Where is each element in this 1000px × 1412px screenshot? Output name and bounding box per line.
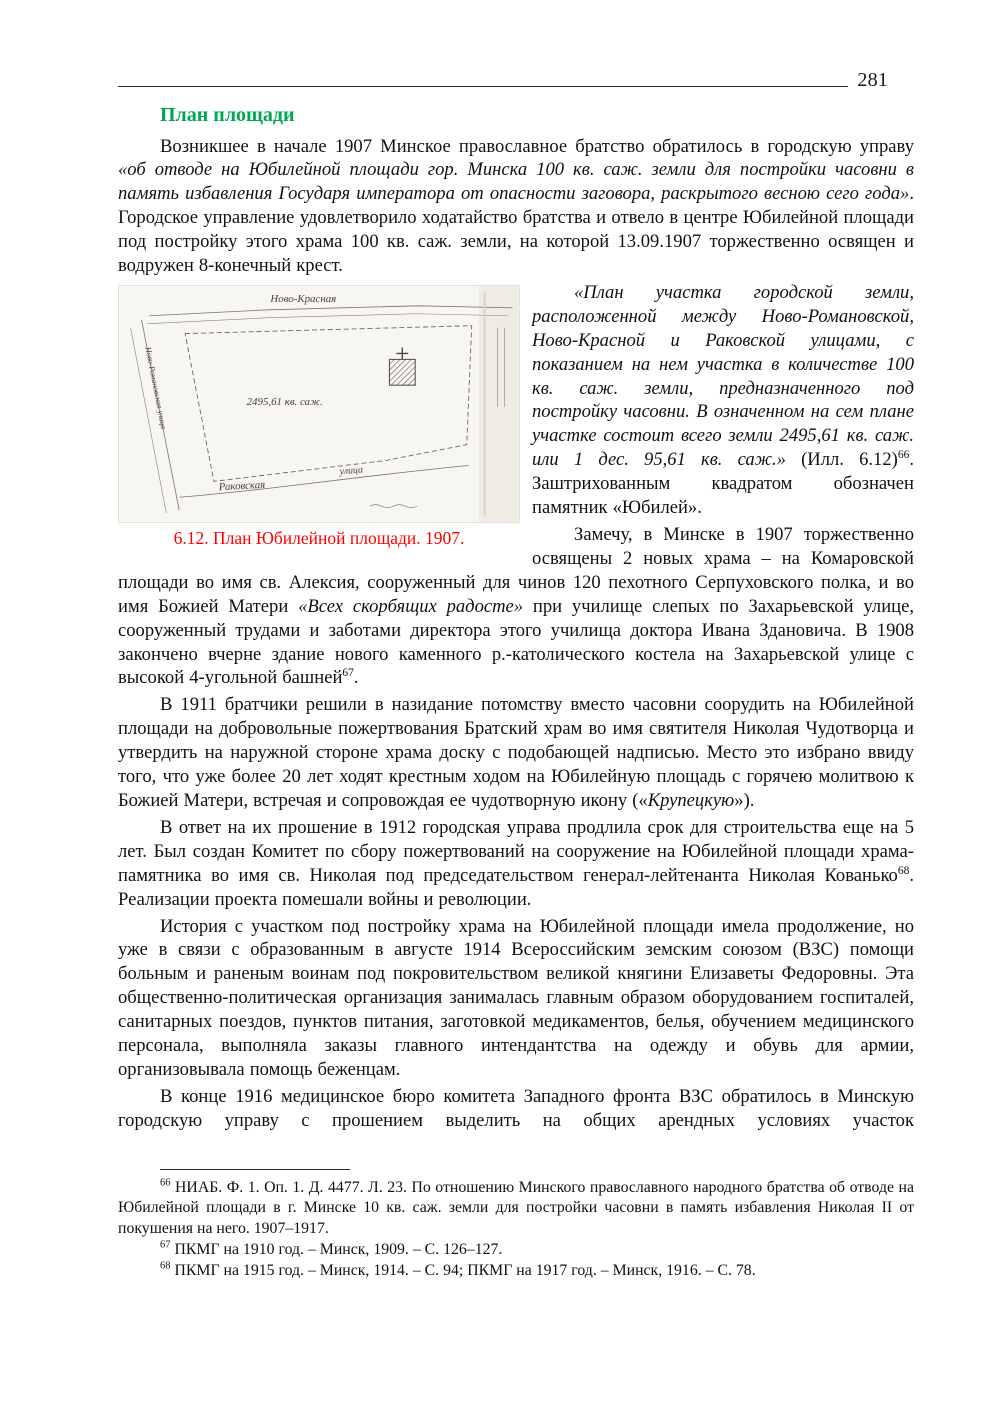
footnote-68-number: 68: [160, 1260, 171, 1272]
p3-text-2: при училище слепых по Захарьевской улице, сооруженный трудами и заботами директора этого училища доктора Ивана Здановича. В 1908 закончено вчерне здание нового каменного р.-католического костела на Захарьевской улице с высокой 4-угольной башней: [118, 595, 914, 689]
map-label-area: 2495,61 кв. саж.: [246, 395, 323, 408]
header-rule: [118, 86, 848, 87]
map-label-left-street: Ново-Романовская улица: [143, 346, 169, 430]
p3-text-1: Замечу, в Минске в 1907 торжественно освящены 2 новых храма – на Комаровской площади во имя св. Алексия, сооруженный для чинов 120 пехотного Серпуховского полка, и во имя Божией Матери: [118, 524, 914, 617]
map-label-mid-street: улица: [339, 464, 364, 478]
p3-text-3: .: [353, 667, 359, 689]
p1-text-2: . Городское управление удовлетворило ходатайство братства и отвело в центре Юбилейной площади под постройку этого храма 100 кв. саж. земли, на которой 13.09.1907 торжественно освящен и водружен 8-конечный крест.: [118, 183, 914, 277]
figure-6-12: [118, 285, 520, 549]
page-content: [0, 104, 1000, 1282]
footnotes-section: [118, 1169, 914, 1282]
p4-quote-italic: Крупецкую: [647, 789, 735, 811]
footnote-66-number: 66: [160, 1177, 171, 1189]
plan-map-image: [118, 285, 520, 523]
paragraph-4: [118, 693, 914, 813]
p2-quote-italic: «План участка городской земли, расположенной между Ново-Романовской, Ново-Красной и Раковской улицами, с показанием на нем участка в количестве 100 кв. саж. земли, предназначенного под постройку часовни. В означенном на сем плане участке состоит всего земли 2495,61 кв. саж. или 1 дес. 95,61 кв. саж.»: [532, 281, 914, 471]
map-label-top-street: Ново-Красная: [270, 292, 337, 305]
footnote-66: [118, 1178, 914, 1240]
p2-text-2: . Заштрихованным квадратом обозначен памятник «Юбилей».: [532, 449, 914, 519]
footnote-67: [118, 1240, 914, 1261]
p5-text-1: В ответ на их прошение в 1912 городская управа продлила срок для строительства еще на 5 лет. Был создан Комитет по сбору пожертвований на сооружение на Юбилейной площади храма-памятника во имя св. Николая под председательством генерал-лейтенанта Николая Кованько: [118, 816, 914, 886]
footnote-ref-67: 67: [342, 667, 354, 680]
page-number: 281: [857, 69, 888, 91]
paragraph-1: [118, 135, 914, 278]
footnote-separator: [160, 1169, 350, 1170]
footnote-67-number: 67: [160, 1239, 171, 1251]
p1-quote-italic: «об отводе на Юбилейной площади гор. Минска 100 кв. саж. земли для постройки часовни в память избавления Государя императора от опасности заговора, раскрытого весною сего года»: [118, 159, 914, 205]
footnote-ref-66: 66: [897, 449, 910, 462]
p4-text-2: »).: [734, 789, 755, 811]
map-label-bottom-street: Раковская: [218, 478, 266, 494]
p3-quote-italic: «Всех скорбящих радосте»: [298, 595, 524, 617]
footnote-68: [118, 1261, 914, 1282]
paragraph-5: [118, 816, 914, 912]
figure-caption: 6.12. План Юбилейной площади. 1907.: [173, 527, 465, 548]
paragraph-6: История с участком под постройку храма на Юбилейной площади имела продолжение, но уже в связи с образованным в августе 1914 Всероссийским земским союзом (ВЗС) помощи больным и раненым воинам под покровительством великой княгини Елизаветы Федоровны. Эта общественно-политическая организация занималась главным образом оборудованием госпиталей, санитарных поездов, пунктов питания, заготовкой медикаментов, белья, обучением медицинского персонала, выполняла заказы главного интендантства на одежду и обувь для армии, организовывала помощь беженцам.: [118, 915, 914, 1080]
p1-text-1: Возникшее в начале 1907 Минское православное братство обратилось в городскую управу: [160, 135, 914, 157]
page-header: [0, 0, 1000, 91]
paragraph-7: В конце 1916 медицинское бюро комитета Западного фронта ВЗС обратилось в Минскую городскую управу с прошением выделить на общих арендных условиях участок: [118, 1085, 914, 1131]
p4-text-1: В 1911 братчики решили в назидание потомству вместо часовни соорудить на Юбилейной площади на добровольные пожертвования Братский храм во имя святителя Николая Чудотворца и утвердить на наружной стороне храма доску с подобающей надписью. Место это избрано ввиду того, что уже более 20 лет ходят крестным ходом на Юбилейную площадь с горячею молитвою к Божией Матери, встречая и сопровождая ее чудотворную икону («: [118, 694, 914, 811]
footnote-67-text: ПКМГ на 1910 год. – Минск, 1909. – С. 126–127.: [170, 1241, 503, 1259]
section-heading: План площади: [160, 103, 295, 126]
p5-text-2: . Реализации проекта помешали войны и революции.: [118, 864, 914, 910]
footnote-68-text: ПКМГ на 1915 год. – Минск, 1914. – С. 94; ПКМГ на 1917 год. – Минск, 1916. – С. 78.: [170, 1261, 756, 1279]
footnote-ref-68: 68: [897, 864, 910, 877]
footnote-66-text: НИАБ. Ф. 1. Оп. 1. Д. 4477. Л. 23. По отношению Минского православного народного братства об отводе на Юбилейной площади в г. Минске 10 кв. саж. земли для постройки часовни в память избавления Николая II от покушения на него. 1907–1917.: [118, 1178, 914, 1238]
p2-text-1: (Илл. 6.12): [785, 449, 898, 471]
